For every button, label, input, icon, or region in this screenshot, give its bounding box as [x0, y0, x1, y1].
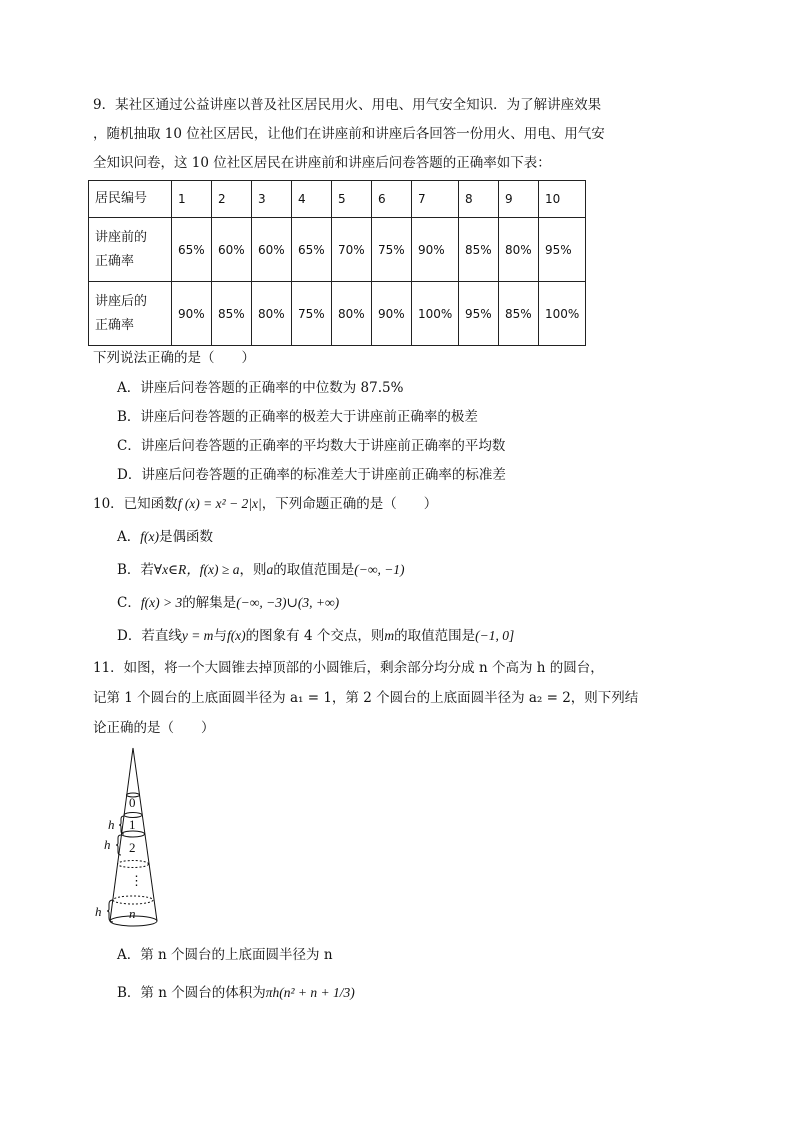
- q10-opt-d-label: D．若直线: [117, 628, 182, 644]
- q10-stem-suffix: ，下列命题正确的是（ ）: [261, 496, 438, 512]
- q10-option-a: [117, 527, 213, 547]
- table-cell: 95%: [459, 282, 499, 346]
- table-cell: 85%: [499, 282, 539, 346]
- q9-option-c: C．讲座后问卷答题的正确率的平均数大于讲座前正确率的平均数: [117, 438, 506, 454]
- q10-option-b: [117, 560, 405, 580]
- q9-stem-line2: ，随机抽取 10 位社区居民，让他们在讲座前和讲座后各回答一份用火、用电、用气安: [93, 126, 605, 142]
- q10-opt-c-math2: (−∞, −3)∪(3, +∞): [236, 595, 340, 610]
- q10-option-d: [117, 626, 514, 646]
- table-cell: 80%: [252, 282, 292, 346]
- q10-opt-b-math2: ，f(x) ≥ a: [186, 562, 240, 577]
- section-label-n: n: [129, 906, 136, 921]
- cone-figure: [95, 745, 180, 935]
- q9-option-b: B．讲座后问卷答题的正确率的极差大于讲座前正确率的极差: [117, 409, 478, 425]
- table-cell: 4: [292, 181, 332, 218]
- q10-opt-d-text2: 的图象有 4 个交点，则: [245, 628, 385, 644]
- q10-stem: [93, 494, 437, 514]
- q10-opt-d-math2: f(x): [226, 628, 246, 643]
- q10-opt-b-math3: a: [266, 562, 274, 577]
- q10-opt-b-label: B．若: [117, 562, 154, 578]
- table-cell: 80%: [499, 218, 539, 282]
- table-cell: 3: [252, 181, 292, 218]
- table-cell: 80%: [332, 282, 372, 346]
- section-label-2: 2: [129, 840, 136, 855]
- q10-opt-a-math: f(x): [140, 529, 159, 544]
- table-cell: 8: [459, 181, 499, 218]
- table-cell: 6: [372, 181, 412, 218]
- q10-opt-d-math3: m: [384, 628, 395, 643]
- table-cell: 85%: [459, 218, 499, 282]
- q10-opt-d-math4: (−1, 0]: [475, 628, 515, 643]
- h-label-2: h: [104, 837, 111, 852]
- q10-opt-b-text1: ，则: [239, 562, 267, 578]
- q10-opt-b-text2: 的取值范围是: [273, 562, 355, 578]
- table-cell: 75%: [372, 218, 412, 282]
- section-label-1: 1: [129, 817, 136, 832]
- q10-opt-d-text1: 与: [213, 628, 227, 644]
- table-cell: 65%: [292, 218, 332, 282]
- table-row-header: 居民编号: [89, 181, 172, 218]
- table-cell: 90%: [372, 282, 412, 346]
- table-cell: 85%: [212, 282, 252, 346]
- table-cell: 9: [499, 181, 539, 218]
- q11-option-b: [117, 983, 355, 1003]
- q11-opt-b-text: B．第 n 个圆台的体积为: [117, 985, 266, 1001]
- h-label-1: h: [108, 817, 115, 832]
- table-row: [89, 218, 586, 282]
- table-row-header: [89, 282, 172, 346]
- row-header-text: 讲座前的 正确率: [95, 229, 148, 269]
- table-cell: 100%: [539, 282, 586, 346]
- q10-opt-b-math1: ∀x∈R: [153, 562, 187, 577]
- table-cell: 5: [332, 181, 372, 218]
- q9-prompt: 下列说法正确的是（ ）: [93, 350, 255, 366]
- q10-function: f (x) = x² − 2|x|: [177, 496, 262, 511]
- table-cell: 65%: [172, 218, 212, 282]
- table-cell: 60%: [212, 218, 252, 282]
- q10-opt-a-label: A．: [117, 529, 141, 545]
- table-cell: 75%: [292, 282, 332, 346]
- table-cell: 70%: [332, 218, 372, 282]
- q10-opt-d-math1: y = m: [181, 628, 214, 643]
- table-cell: 60%: [252, 218, 292, 282]
- section-ellipse-4: [113, 896, 153, 904]
- section-ellipse-3: [118, 861, 149, 868]
- h-label-3: h: [95, 904, 102, 919]
- q11-stem-line2: 记第 1 个圆台的上底面圆半径为 a₁ = 1，第 2 个圆台的上底面圆半径为 a₂ = 2，则下列结: [93, 690, 639, 706]
- q10-opt-b-math4: (−∞, −1): [354, 562, 405, 577]
- q9-response-table: [88, 180, 586, 346]
- q11-stem-line3: 论正确的是（ ）: [93, 720, 215, 736]
- section-label-ellipsis: ⋮: [130, 873, 143, 888]
- table-cell: 90%: [412, 218, 459, 282]
- table-row: [89, 181, 586, 218]
- q11-opt-b-math: πh(n² + n + 1/3): [265, 985, 355, 1000]
- table-cell: 7: [412, 181, 459, 218]
- q10-opt-c-math1: f(x) > 3: [140, 595, 183, 610]
- q10-opt-d-text3: 的取值范围是: [394, 628, 476, 644]
- q9-option-d: D．讲座后问卷答题的正确率的标准差大于讲座前正确率的标准差: [117, 467, 506, 483]
- q10-option-c: [117, 593, 339, 613]
- table-cell: 90%: [172, 282, 212, 346]
- row-header-text: 讲座后的 正确率: [95, 293, 148, 333]
- q9-option-a: A．讲座后问卷答题的正确率的中位数为 87.5%: [117, 380, 404, 396]
- q9-stem-line1: 9．某社区通过公益讲座以普及社区居民用火、用电、用气安全知识．为了解讲座效果: [93, 97, 602, 113]
- q10-opt-c-text: 的解集是: [182, 595, 237, 611]
- table-row: [89, 282, 586, 346]
- q10-stem-prefix: 10．已知函数: [93, 496, 178, 512]
- table-row-header: [89, 218, 172, 282]
- q11-option-a: A．第 n 个圆台的上底面圆半径为 n: [117, 947, 333, 963]
- q9-stem-line3: 全知识问卷，这 10 位社区居民在讲座前和讲座后问卷答题的正确率如下表：: [93, 155, 551, 171]
- section-label-0: 0: [129, 795, 136, 810]
- table-cell: 95%: [539, 218, 586, 282]
- q11-stem-line1: 11．如图，将一个大圆锥去掉顶部的小圆锥后，剩余部分均分成 n 个高为 h 的圆台，: [93, 660, 604, 676]
- table-cell: 2: [212, 181, 252, 218]
- cone-right-edge: [133, 748, 157, 921]
- q10-opt-c-label: C．: [117, 595, 141, 611]
- table-cell: 100%: [412, 282, 459, 346]
- table-cell: 10: [539, 181, 586, 218]
- q10-opt-a-text: 是偶函数: [158, 529, 213, 545]
- table-cell: 1: [172, 181, 212, 218]
